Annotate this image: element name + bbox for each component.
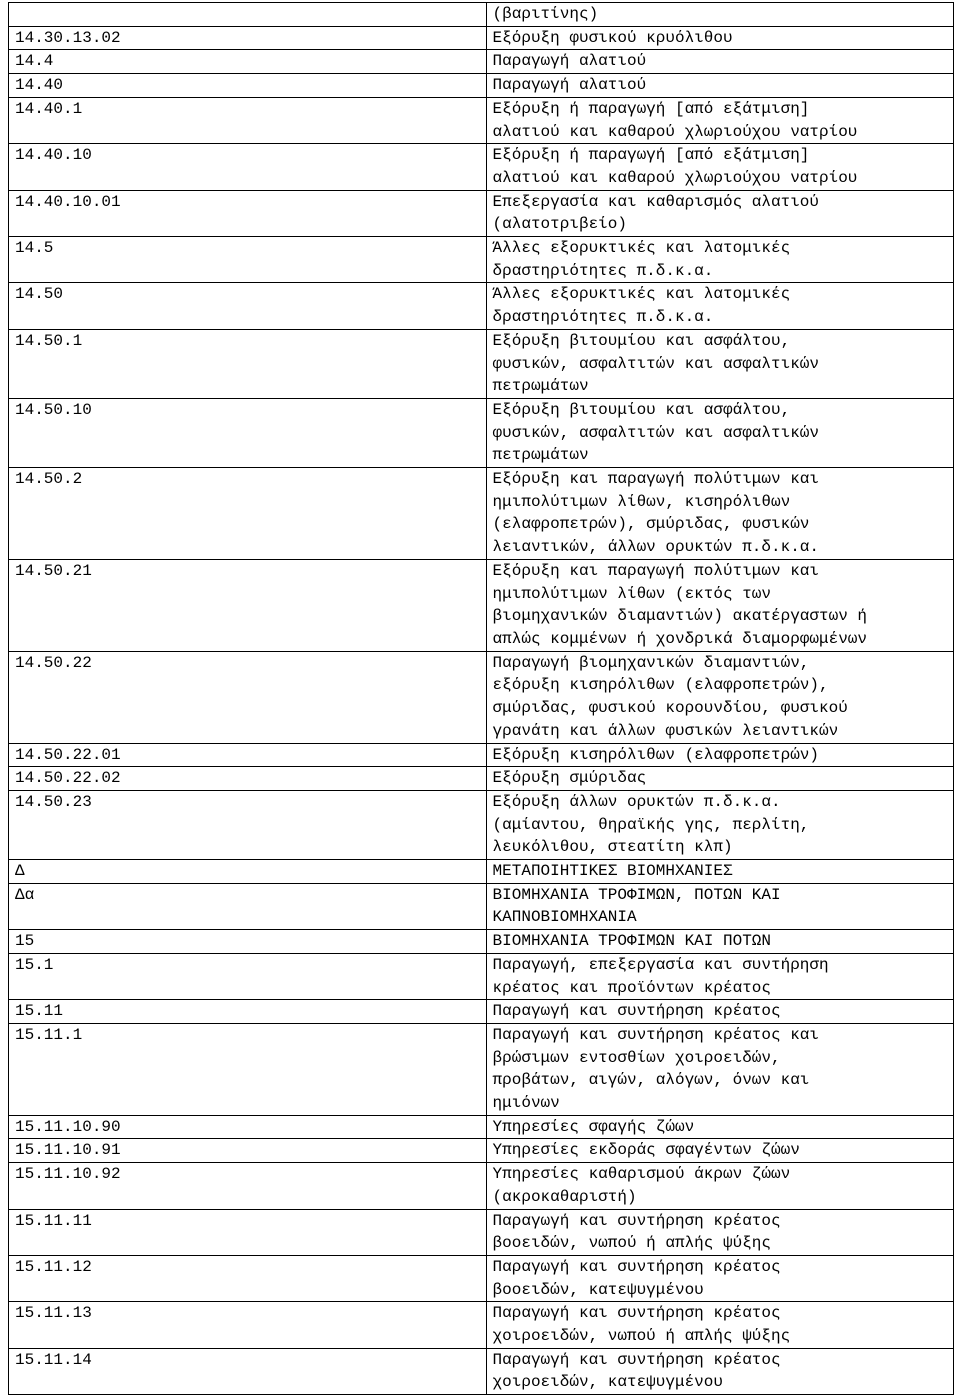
activity-description-cell: Εξόρυξη βιτουμίου και ασφάλτου, φυσικών, ασφαλτιτών και ασφαλτικών πετρωμάτων: [486, 329, 953, 398]
table-row: [9, 743, 954, 767]
activity-code-cell: [9, 3, 487, 27]
table-row: [9, 1023, 954, 1115]
activity-description-cell: ΒΙΟΜΗΧΑΝΙΑ ΤΡΟΦΙΜΩΝ, ΠΟΤΩΝ ΚΑΙ ΚΑΠΝΟΒΙΟΜΗΧΑΝΙΑ: [486, 883, 953, 929]
table-row: [9, 97, 954, 143]
activity-description-cell: Υπηρεσίες καθαρισμού άκρων ζώων (ακροκαθαριστή): [486, 1163, 953, 1209]
activity-code-cell: 14.40: [9, 74, 487, 98]
activity-description-cell: Εξόρυξη σμύριδας: [486, 767, 953, 791]
table-row: [9, 329, 954, 398]
table-row: [9, 1115, 954, 1139]
activity-code-cell: 15.11.10.90: [9, 1115, 487, 1139]
activity-code-cell: 15.11.11: [9, 1209, 487, 1255]
activity-code-cell: 14.40.10: [9, 144, 487, 190]
activity-description-cell: Εξόρυξη και παραγωγή πολύτιμων και ημιπολύτιμων λίθων, κισηρόλιθων (ελαφροπετρών), σμύριδας, φυσικών λειαντικών, άλλων ορυκτών π.δ.κ.α.: [486, 468, 953, 560]
table-row: [9, 26, 954, 50]
activity-code-cell: 14.40.10.01: [9, 190, 487, 236]
table-row: [9, 1302, 954, 1348]
activity-code-cell: 14.5: [9, 237, 487, 283]
activity-description-cell: Παραγωγή αλατιού: [486, 50, 953, 74]
activity-description-cell: Υπηρεσίες εκδοράς σφαγέντων ζώων: [486, 1139, 953, 1163]
table-row: [9, 237, 954, 283]
activity-description-cell: Εξόρυξη φυσικού κρυόλιθου: [486, 26, 953, 50]
table-row: [9, 283, 954, 329]
activity-code-cell: Δ: [9, 860, 487, 884]
activity-description-cell: Επεξεργασία και καθαρισμός αλατιού (αλατοτριβείο): [486, 190, 953, 236]
activity-description-cell: (βαριτίνης): [486, 3, 953, 27]
activity-code-cell: Δα: [9, 883, 487, 929]
activity-description-cell: Παραγωγή και συντήρηση κρέατος βοοειδών, νωπού ή απλής ψύξης: [486, 1209, 953, 1255]
table-row: [9, 930, 954, 954]
activity-description-cell: Εξόρυξη άλλων ορυκτών π.δ.κ.α. (αμίαντου, θηραϊκής γης, περλίτη, λευκόλιθου, στεατίτη κλπ): [486, 790, 953, 859]
activity-description-cell: Παραγωγή αλατιού: [486, 74, 953, 98]
activity-description-cell: Παραγωγή βιομηχανικών διαμαντιών, εξόρυξη κισηρόλιθων (ελαφροπετρών), σμύριδας, φυσικού κορουνδίου, φυσικού γρανάτη και άλλων φυσικών λειαντικών: [486, 651, 953, 743]
table-row: [9, 1255, 954, 1301]
document-page: [8, 2, 954, 1395]
activity-description-cell: Παραγωγή και συντήρηση κρέατος χοιροειδών, κατεψυγμένου: [486, 1348, 953, 1394]
activity-description-cell: Παραγωγή και συντήρηση κρέατος: [486, 1000, 953, 1024]
activity-description-cell: Εξόρυξη κισηρόλιθων (ελαφροπετρών): [486, 743, 953, 767]
activity-description-cell: Παραγωγή και συντήρηση κρέατος χοιροειδών, νωπού ή απλής ψύξης: [486, 1302, 953, 1348]
table-row: [9, 1348, 954, 1394]
activity-code-cell: 14.50.22.01: [9, 743, 487, 767]
activity-code-cell: 14.50.2: [9, 468, 487, 560]
table-row: [9, 953, 954, 999]
activity-code-cell: 15.11: [9, 1000, 487, 1024]
activity-code-cell: 14.40.1: [9, 97, 487, 143]
activity-code-cell: 14.50: [9, 283, 487, 329]
activity-code-cell: 14.50.1: [9, 329, 487, 398]
table-row: [9, 1209, 954, 1255]
table-row: [9, 468, 954, 560]
activity-code-cell: 14.50.22.02: [9, 767, 487, 791]
table-row: [9, 1163, 954, 1209]
activity-code-cell: 15.11.14: [9, 1348, 487, 1394]
activity-description-cell: Εξόρυξη ή παραγωγή [από εξάτμιση] αλατιού και καθαρού χλωριούχου νατρίου: [486, 97, 953, 143]
activity-code-cell: 15.11.1: [9, 1023, 487, 1115]
table-row: [9, 398, 954, 467]
table-row: [9, 3, 954, 27]
activity-description-cell: Εξόρυξη βιτουμίου και ασφάλτου, φυσικών, ασφαλτιτών και ασφαλτικών πετρωμάτων: [486, 398, 953, 467]
activity-code-cell: 15.11.13: [9, 1302, 487, 1348]
table-row: [9, 1000, 954, 1024]
activity-code-cell: 15.11.12: [9, 1255, 487, 1301]
activity-code-cell: 15.11.10.92: [9, 1163, 487, 1209]
table-row: [9, 50, 954, 74]
activity-code-cell: 14.50.23: [9, 790, 487, 859]
activity-description-cell: Εξόρυξη ή παραγωγή [από εξάτμιση] αλατιού και καθαρού χλωριούχου νατρίου: [486, 144, 953, 190]
activity-description-cell: Υπηρεσίες σφαγής ζώων: [486, 1115, 953, 1139]
table-row: [9, 74, 954, 98]
table-row: [9, 860, 954, 884]
activity-code-cell: 14.4: [9, 50, 487, 74]
activity-description-cell: Παραγωγή και συντήρηση κρέατος βοοειδών, κατεψυγμένου: [486, 1255, 953, 1301]
activity-description-cell: Παραγωγή, επεξεργασία και συντήρηση κρέατος και προϊόντων κρέατος: [486, 953, 953, 999]
table-row: [9, 1139, 954, 1163]
activity-description-cell: Άλλες εξορυκτικές και λατομικές δραστηριότητες π.δ.κ.α.: [486, 237, 953, 283]
table-row: [9, 190, 954, 236]
activity-description-cell: ΒΙΟΜΗΧΑΝΙΑ ΤΡΟΦΙΜΩΝ ΚΑΙ ΠΟΤΩΝ: [486, 930, 953, 954]
table-row: [9, 651, 954, 743]
activity-code-cell: 15.1: [9, 953, 487, 999]
table-row: [9, 883, 954, 929]
activity-code-cell: 14.30.13.02: [9, 26, 487, 50]
activity-code-cell: 15: [9, 930, 487, 954]
activity-description-cell: Άλλες εξορυκτικές και λατομικές δραστηριότητες π.δ.κ.α.: [486, 283, 953, 329]
activity-code-cell: 14.50.21: [9, 559, 487, 651]
table-row: [9, 767, 954, 791]
activity-description-cell: Παραγωγή και συντήρηση κρέατος και βρώσιμων εντοσθίων χοιροειδών, προβάτων, αιγών, αλόγων, όνων και ημιόνων: [486, 1023, 953, 1115]
activity-description-cell: ΜΕΤΑΠΟΙΗΤΙΚΕΣ ΒΙΟΜΗΧΑΝΙΕΣ: [486, 860, 953, 884]
activity-code-cell: 14.50.10: [9, 398, 487, 467]
activity-code-cell: 15.11.10.91: [9, 1139, 487, 1163]
activity-description-cell: Εξόρυξη και παραγωγή πολύτιμων και ημιπολύτιμων λίθων (εκτός των βιομηχανικών διαμαντιών) ακατέργαστων ή απλώς κομμένων ή χονδρικά διαμορφωμένων: [486, 559, 953, 651]
activity-code-table: [8, 2, 954, 1395]
table-row: [9, 144, 954, 190]
activity-code-cell: 14.50.22: [9, 651, 487, 743]
activity-code-rows: [9, 3, 954, 1395]
table-row: [9, 790, 954, 859]
table-row: [9, 559, 954, 651]
